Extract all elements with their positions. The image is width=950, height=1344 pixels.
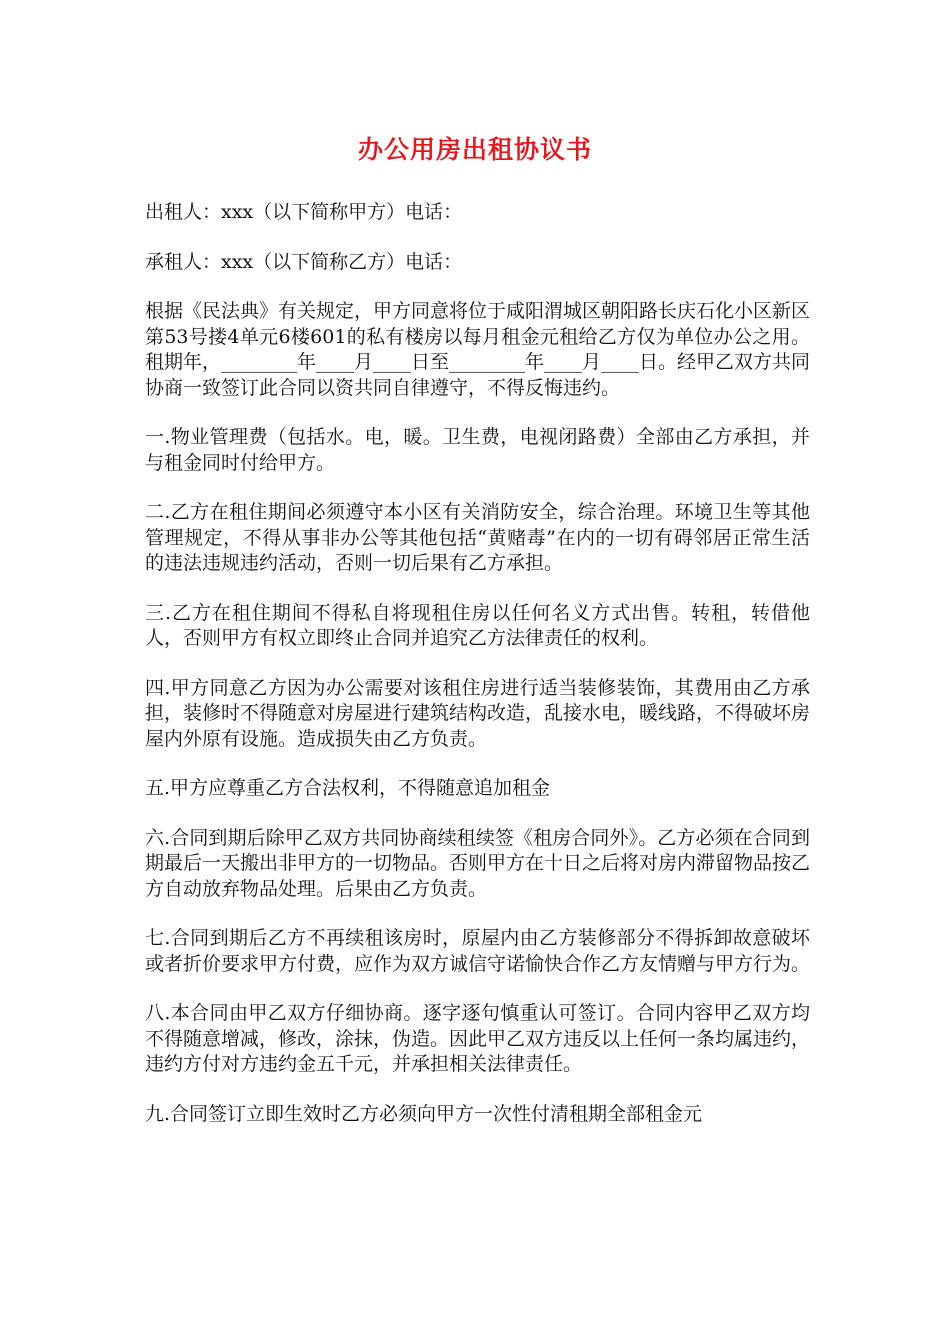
lessor-line: 出租人：xxx（以下简称甲方）电话： (145, 201, 463, 223)
clause-4: 四.甲方同意乙方因为办公需要对该租住房进行适当装修装饰，其费用由乙方承担，装修时不得随意对房屋进行建筑结构改造，乱接水电，暖线路，不得破坏房屋内外原有设施。造成损失由乙方负责。 (145, 676, 811, 750)
clause-8: 八.本合同由甲乙双方仔细协商。逐字逐句慎重认可签订。合同内容甲乙双方均不得随意增减，修改，涂抹，伪造。因此甲乙双方违反以上任何一条均属违约，违约方付对方违约金五千元，并承担相关法律责任。 (145, 1002, 811, 1075)
clause-7: 七.合同到期后乙方不再续租该房时，原屋内由乙方装修部分不得拆卸故意破坏或者折价要求甲方付费，应作为双方诚信守诺愉快合作乙方友情赠与甲方行为。 (145, 927, 811, 975)
preamble-paragraph: 根据《民法典》有关规定，甲方同意将位于咸阳渭城区朝阳路长庆石化小区新区第53号搂4单元6楼601的私有楼房以每月租金元租给乙方仅为单位办公之用。租期年，________年____月____日至________年____月____日。经甲乙双方共同协商一致签订此合同以资共同自律遵守，不得反悔违约。 (145, 300, 811, 399)
clause-5: 五.甲方应尊重乙方合法权利，不得随意追加租金 (145, 777, 551, 799)
clause-1: 一.物业管理费（包括水。电，暖。卫生费，电视闭路费）全部由乙方承担，并与租金同时付给甲方。 (145, 426, 810, 474)
document-title: 办公用房出租协议书 (357, 135, 592, 164)
clause-6: 六.合同到期后除甲乙双方共同协商续租续签《租房合同外》。乙方必须在合同到期最后一天搬出非甲方的一切物品。否则甲方在十日之后将对房内滞留物品按乙方自动放弃物品处理。后果由乙方负责。 (145, 826, 811, 900)
clause-9: 九.合同签订立即生效时乙方必须向甲方一次性付清租期全部租金元 (145, 1102, 703, 1125)
lessee-line: 承租人：xxx（以下简称乙方）电话： (145, 250, 463, 273)
document-body (145, 200, 810, 1151)
clause-3: 三.乙方在租住期间不得私自将现租住房以任何名义方式出售。转租，转借他人，否则甲方有权立即终止合同并追究乙方法律责任的权利。 (145, 601, 810, 649)
clause-2: 二.乙方在租住期间必须遵守本小区有关消防安全，综合治理。环境卫生等其他管理规定，不得从事非办公等其他包括“黄赌毒”在内的一切有碍邻居正常生活的违法违规违约活动，否则一切后果有乙方承担。 (145, 501, 810, 574)
